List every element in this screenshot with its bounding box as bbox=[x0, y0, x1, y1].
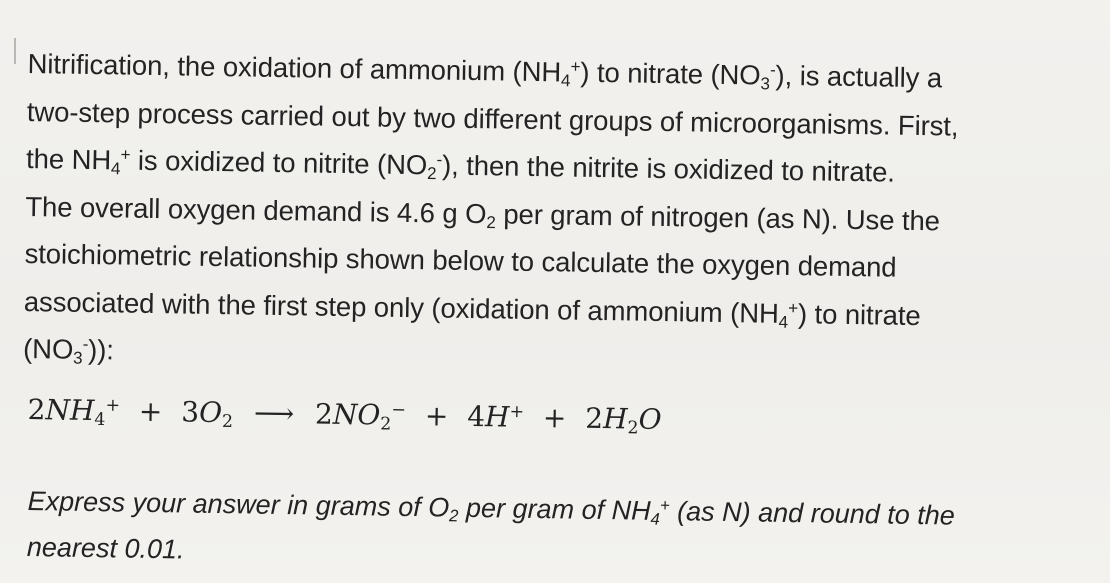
instructions-line-2: nearest 0.01. bbox=[26, 531, 185, 565]
question-line-1: Nitrification, the oxidation of ammonium $(NH_4^+)$ to nitrate $(NO_3^-)$, is actually a bbox=[27, 47, 943, 94]
reactant-oxygen: $3O_2$ bbox=[181, 395, 234, 433]
question-line-3: the $NH_4^+$ is oxidized to nitrite $(NO_2^-)$, then the nitrite is oxidized to nitrate. bbox=[25, 142, 896, 188]
question-line-2: two-step process carried out by two different groups of microorganisms. First, bbox=[26, 95, 959, 142]
margin-divider bbox=[14, 38, 16, 64]
question-line-6: associated with the first step only (oxidation of ammonium $(NH_4^+)$ to nitrate bbox=[23, 285, 921, 332]
reaction-arrow-icon: ⟶ bbox=[253, 396, 295, 431]
product-water: $2H_2O$ bbox=[585, 401, 662, 439]
reactant-ammonium: $2NH_4^+$ bbox=[27, 392, 121, 431]
plus-sign: + bbox=[138, 394, 163, 429]
reaction-equation bbox=[27, 390, 661, 440]
question-line-7: $(NO_3^-)$): bbox=[22, 332, 115, 368]
plus-sign: + bbox=[424, 399, 449, 433]
product-hydrogen-ion: 4H+ bbox=[466, 399, 525, 434]
question-line-5: stoichiometric relationship shown below to calculate the oxygen demand bbox=[24, 237, 897, 283]
question-line-4: The overall oxygen demand is 4.6 g $O_2$ per gram of nitrogen (as N). Use the bbox=[25, 190, 941, 236]
question-text bbox=[23, 40, 1098, 389]
answer-instructions bbox=[27, 478, 1098, 583]
product-nitrite: $2NO_2^-$ bbox=[314, 397, 407, 435]
instructions-line-1: Express your answer in grams of $O_2$ per gram of $NH_4^+$ (as N) and round to the bbox=[27, 485, 956, 531]
plus-sign: + bbox=[542, 401, 567, 435]
